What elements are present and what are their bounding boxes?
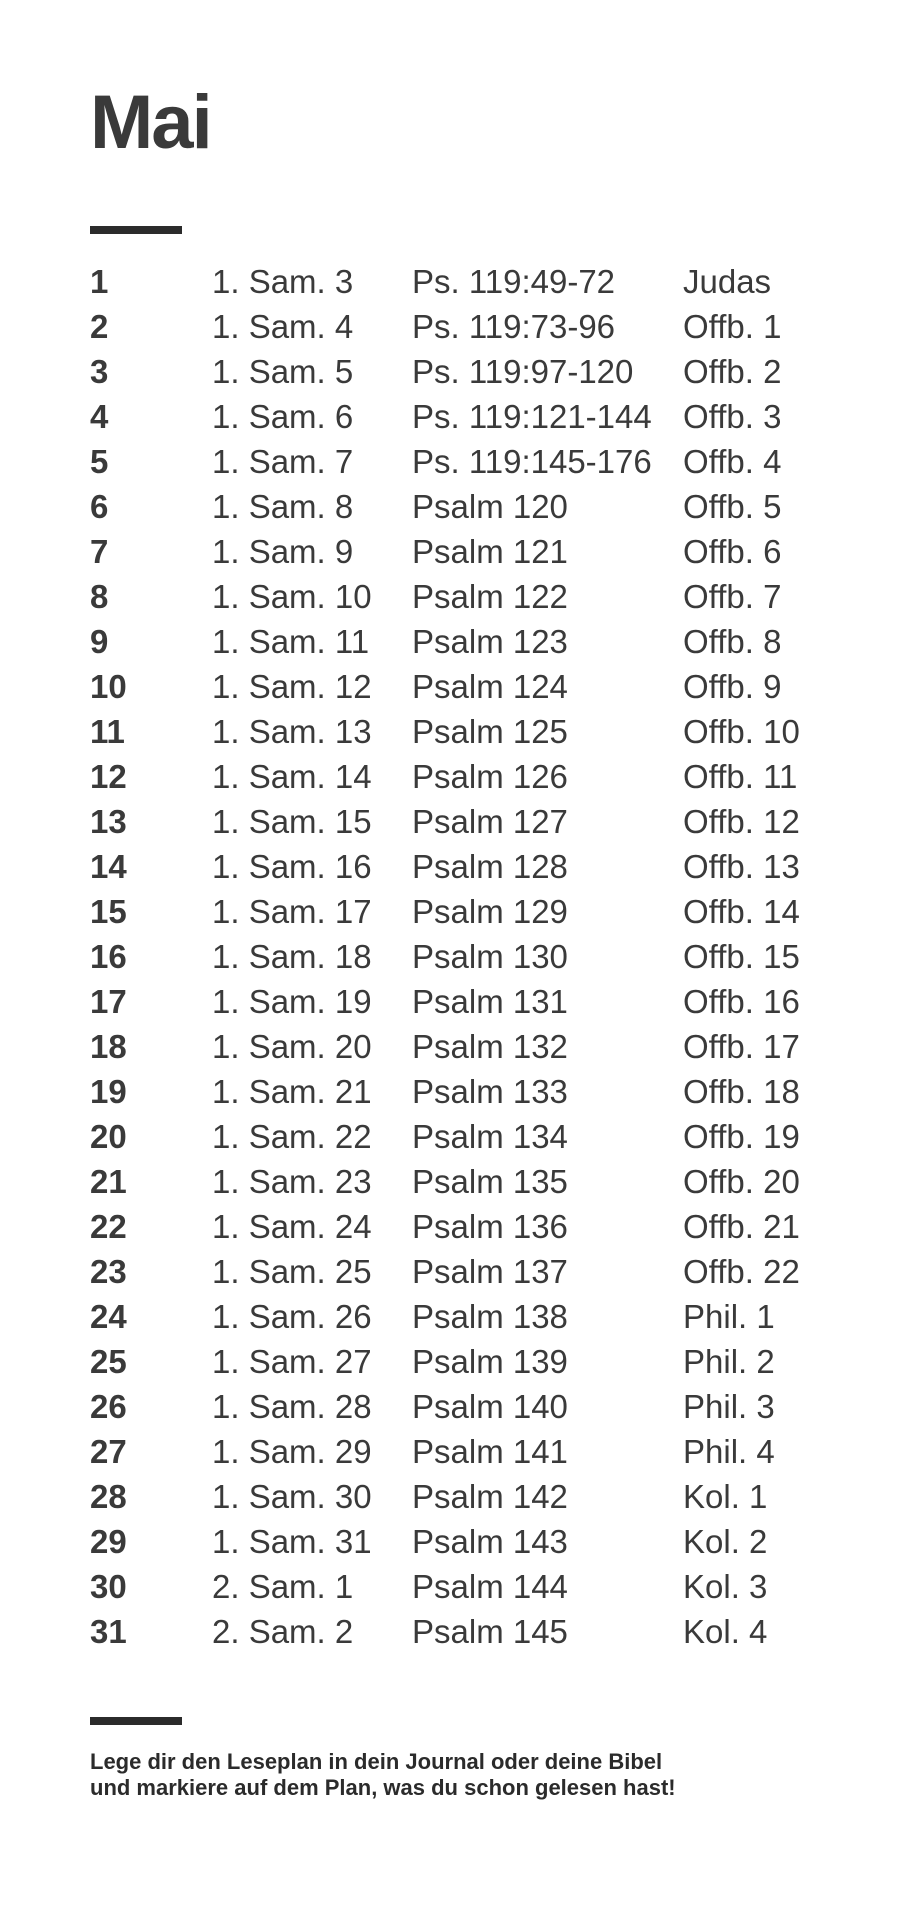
plan-row: [90, 1609, 880, 1654]
reading-new-testament: Offb. 8: [683, 623, 782, 660]
reading-samuel: 1. Sam. 20: [212, 1028, 372, 1065]
day-number: 13: [90, 803, 127, 840]
day-number: 26: [90, 1388, 127, 1425]
plan-row: [90, 1519, 880, 1564]
reading-psalm: Psalm 141: [412, 1433, 568, 1470]
plan-row: [90, 1474, 880, 1519]
reading-psalm: Psalm 127: [412, 803, 568, 840]
reading-psalm: Psalm 133: [412, 1073, 568, 1110]
reading-samuel: 1. Sam. 17: [212, 893, 372, 930]
reading-new-testament: Offb. 9: [683, 668, 782, 705]
plan-row: [90, 1204, 880, 1249]
day-number: 30: [90, 1568, 127, 1605]
plan-row: [90, 1339, 880, 1384]
plan-row: [90, 709, 880, 754]
reading-new-testament: Offb. 17: [683, 1028, 800, 1065]
day-number: 11: [90, 713, 125, 750]
reading-samuel: 2. Sam. 1: [212, 1568, 354, 1605]
reading-psalm: Psalm 126: [412, 758, 568, 795]
plan-row: [90, 754, 880, 799]
day-number: 16: [90, 938, 127, 975]
reading-samuel: 1. Sam. 15: [212, 803, 372, 840]
reading-new-testament: Kol. 3: [683, 1568, 768, 1605]
plan-row: [90, 664, 880, 709]
day-number: 9: [90, 623, 109, 660]
plan-row: [90, 1294, 880, 1339]
reading-samuel: 1. Sam. 6: [212, 398, 354, 435]
day-number: 19: [90, 1073, 127, 1110]
plan-row: [90, 529, 880, 574]
reading-psalm: Psalm 139: [412, 1343, 568, 1380]
reading-samuel: 1. Sam. 31: [212, 1523, 372, 1560]
plan-row: [90, 259, 880, 304]
reading-psalm: Psalm 121: [412, 533, 568, 570]
plan-row: [90, 1429, 880, 1474]
reading-samuel: 1. Sam. 25: [212, 1253, 372, 1290]
reading-psalm: Psalm 132: [412, 1028, 568, 1065]
reading-new-testament: Offb. 5: [683, 488, 782, 525]
reading-samuel: 1. Sam. 28: [212, 1388, 372, 1425]
reading-samuel: 1. Sam. 3: [212, 263, 354, 300]
reading-psalm: Psalm 130: [412, 938, 568, 975]
reading-new-testament: Offb. 11: [683, 758, 798, 795]
reading-psalm: Psalm 142: [412, 1478, 568, 1515]
day-number: 29: [90, 1523, 127, 1560]
page-title: Mai: [90, 80, 211, 165]
reading-new-testament: Offb. 10: [683, 713, 800, 750]
reading-psalm: Ps. 119:145-176: [412, 443, 652, 480]
day-number: 23: [90, 1253, 127, 1290]
reading-samuel: 2. Sam. 2: [212, 1613, 354, 1650]
reading-new-testament: Offb. 1: [683, 308, 782, 345]
reading-samuel: 1. Sam. 4: [212, 308, 354, 345]
day-number: 15: [90, 893, 127, 930]
plan-row: [90, 799, 880, 844]
day-number: 31: [90, 1613, 127, 1650]
reading-psalm: Psalm 131: [412, 983, 568, 1020]
reading-psalm: Psalm 125: [412, 713, 568, 750]
reading-samuel: 1. Sam. 14: [212, 758, 372, 795]
reading-psalm: Psalm 140: [412, 1388, 568, 1425]
reading-psalm: Ps. 119:121-144: [412, 398, 652, 435]
reading-psalm: Ps. 119:97-120: [412, 353, 634, 390]
reading-psalm: Psalm 137: [412, 1253, 568, 1290]
reading-samuel: 1. Sam. 22: [212, 1118, 372, 1155]
day-number: 2: [90, 308, 109, 345]
reading-samuel: 1. Sam. 21: [212, 1073, 372, 1110]
day-number: 14: [90, 848, 127, 885]
plan-row: [90, 574, 880, 619]
reading-psalm: Psalm 122: [412, 578, 568, 615]
plan-row: [90, 979, 880, 1024]
reading-new-testament: Offb. 19: [683, 1118, 800, 1155]
reading-samuel: 1. Sam. 24: [212, 1208, 372, 1245]
reading-psalm: Ps. 119:73-96: [412, 308, 616, 345]
reading-psalm: Psalm 123: [412, 623, 568, 660]
reading-samuel: 1. Sam. 7: [212, 443, 354, 480]
reading-samuel: 1. Sam. 10: [212, 578, 372, 615]
day-number: 17: [90, 983, 127, 1020]
reading-new-testament: Offb. 22: [683, 1253, 800, 1290]
reading-samuel: 1. Sam. 23: [212, 1163, 372, 1200]
day-number: 24: [90, 1298, 127, 1335]
day-number: 28: [90, 1478, 127, 1515]
plan-row: [90, 934, 880, 979]
plan-row: [90, 484, 880, 529]
reading-new-testament: Phil. 3: [683, 1388, 775, 1425]
day-number: 12: [90, 758, 127, 795]
reading-samuel: 1. Sam. 8: [212, 488, 354, 525]
reading-psalm: Psalm 143: [412, 1523, 568, 1560]
reading-new-testament: Phil. 4: [683, 1433, 775, 1470]
reading-psalm: Psalm 136: [412, 1208, 568, 1245]
day-number: 1: [90, 263, 109, 300]
reading-new-testament: Phil. 1: [683, 1298, 775, 1335]
reading-new-testament: Offb. 14: [683, 893, 800, 930]
day-number: 10: [90, 668, 127, 705]
reading-psalm: Psalm 129: [412, 893, 568, 930]
day-number: 22: [90, 1208, 127, 1245]
reading-new-testament: Phil. 2: [683, 1343, 775, 1380]
reading-samuel: 1. Sam. 18: [212, 938, 372, 975]
reading-psalm: Psalm 124: [412, 668, 568, 705]
plan-row: [90, 619, 880, 664]
footer-note-line-2: und markiere auf dem Plan, was du schon gelesen hast!: [90, 1775, 676, 1800]
reading-samuel: 1. Sam. 29: [212, 1433, 372, 1470]
plan-row: [90, 889, 880, 934]
reading-samuel: 1. Sam. 12: [212, 668, 372, 705]
day-number: 4: [90, 398, 109, 435]
plan-row: [90, 1069, 880, 1114]
reading-samuel: 1. Sam. 11: [212, 623, 370, 660]
reading-samuel: 1. Sam. 5: [212, 353, 354, 390]
reading-psalm: Psalm 134: [412, 1118, 568, 1155]
plan-row: [90, 349, 880, 394]
footer-note: [90, 1749, 810, 1801]
day-number: 6: [90, 488, 109, 525]
reading-samuel: 1. Sam. 27: [212, 1343, 372, 1380]
day-number: 3: [90, 353, 109, 390]
plan-row: [90, 1114, 880, 1159]
reading-new-testament: Offb. 18: [683, 1073, 800, 1110]
reading-new-testament: Offb. 6: [683, 533, 782, 570]
plan-row: [90, 844, 880, 889]
reading-new-testament: Offb. 7: [683, 578, 782, 615]
plan-row: [90, 1564, 880, 1609]
reading-new-testament: Kol. 4: [683, 1613, 768, 1650]
reading-new-testament: Kol. 2: [683, 1523, 768, 1560]
day-number: 5: [90, 443, 109, 480]
reading-samuel: 1. Sam. 13: [212, 713, 372, 750]
reading-samuel: 1. Sam. 9: [212, 533, 354, 570]
plan-row: [90, 1024, 880, 1069]
plan-row: [90, 439, 880, 484]
bottom-divider: [90, 1717, 182, 1725]
day-number: 18: [90, 1028, 127, 1065]
reading-new-testament: Offb. 13: [683, 848, 800, 885]
reading-psalm: Psalm 144: [412, 1568, 568, 1605]
reading-new-testament: Offb. 2: [683, 353, 782, 390]
reading-psalm: Ps. 119:49-72: [412, 263, 616, 300]
reading-new-testament: Offb. 15: [683, 938, 800, 975]
reading-samuel: 1. Sam. 30: [212, 1478, 372, 1515]
reading-new-testament: Offb. 20: [683, 1163, 800, 1200]
reading-samuel: 1. Sam. 19: [212, 983, 372, 1020]
reading-samuel: 1. Sam. 16: [212, 848, 372, 885]
reading-psalm: Psalm 138: [412, 1298, 568, 1335]
reading-psalm: Psalm 128: [412, 848, 568, 885]
plan-row: [90, 1159, 880, 1204]
reading-plan-table: [90, 259, 880, 1654]
plan-row: [90, 304, 880, 349]
top-divider: [90, 226, 182, 234]
day-number: 8: [90, 578, 109, 615]
reading-new-testament: Offb. 4: [683, 443, 782, 480]
day-number: 27: [90, 1433, 127, 1470]
footer-note-line-1: Lege dir den Leseplan in dein Journal oder deine Bibel: [90, 1749, 663, 1774]
day-number: 20: [90, 1118, 127, 1155]
day-number: 21: [90, 1163, 127, 1200]
reading-new-testament: Kol. 1: [683, 1478, 768, 1515]
day-number: 25: [90, 1343, 127, 1380]
plan-row: [90, 1384, 880, 1429]
reading-new-testament: Offb. 12: [683, 803, 800, 840]
reading-psalm: Psalm 135: [412, 1163, 568, 1200]
reading-new-testament: Offb. 16: [683, 983, 800, 1020]
reading-samuel: 1. Sam. 26: [212, 1298, 372, 1335]
reading-psalm: Psalm 120: [412, 488, 568, 525]
reading-new-testament: Offb. 3: [683, 398, 782, 435]
reading-new-testament: Judas: [683, 263, 772, 300]
plan-row: [90, 1249, 880, 1294]
day-number: 7: [90, 533, 109, 570]
plan-row: [90, 394, 880, 439]
reading-psalm: Psalm 145: [412, 1613, 568, 1650]
reading-new-testament: Offb. 21: [683, 1208, 800, 1245]
